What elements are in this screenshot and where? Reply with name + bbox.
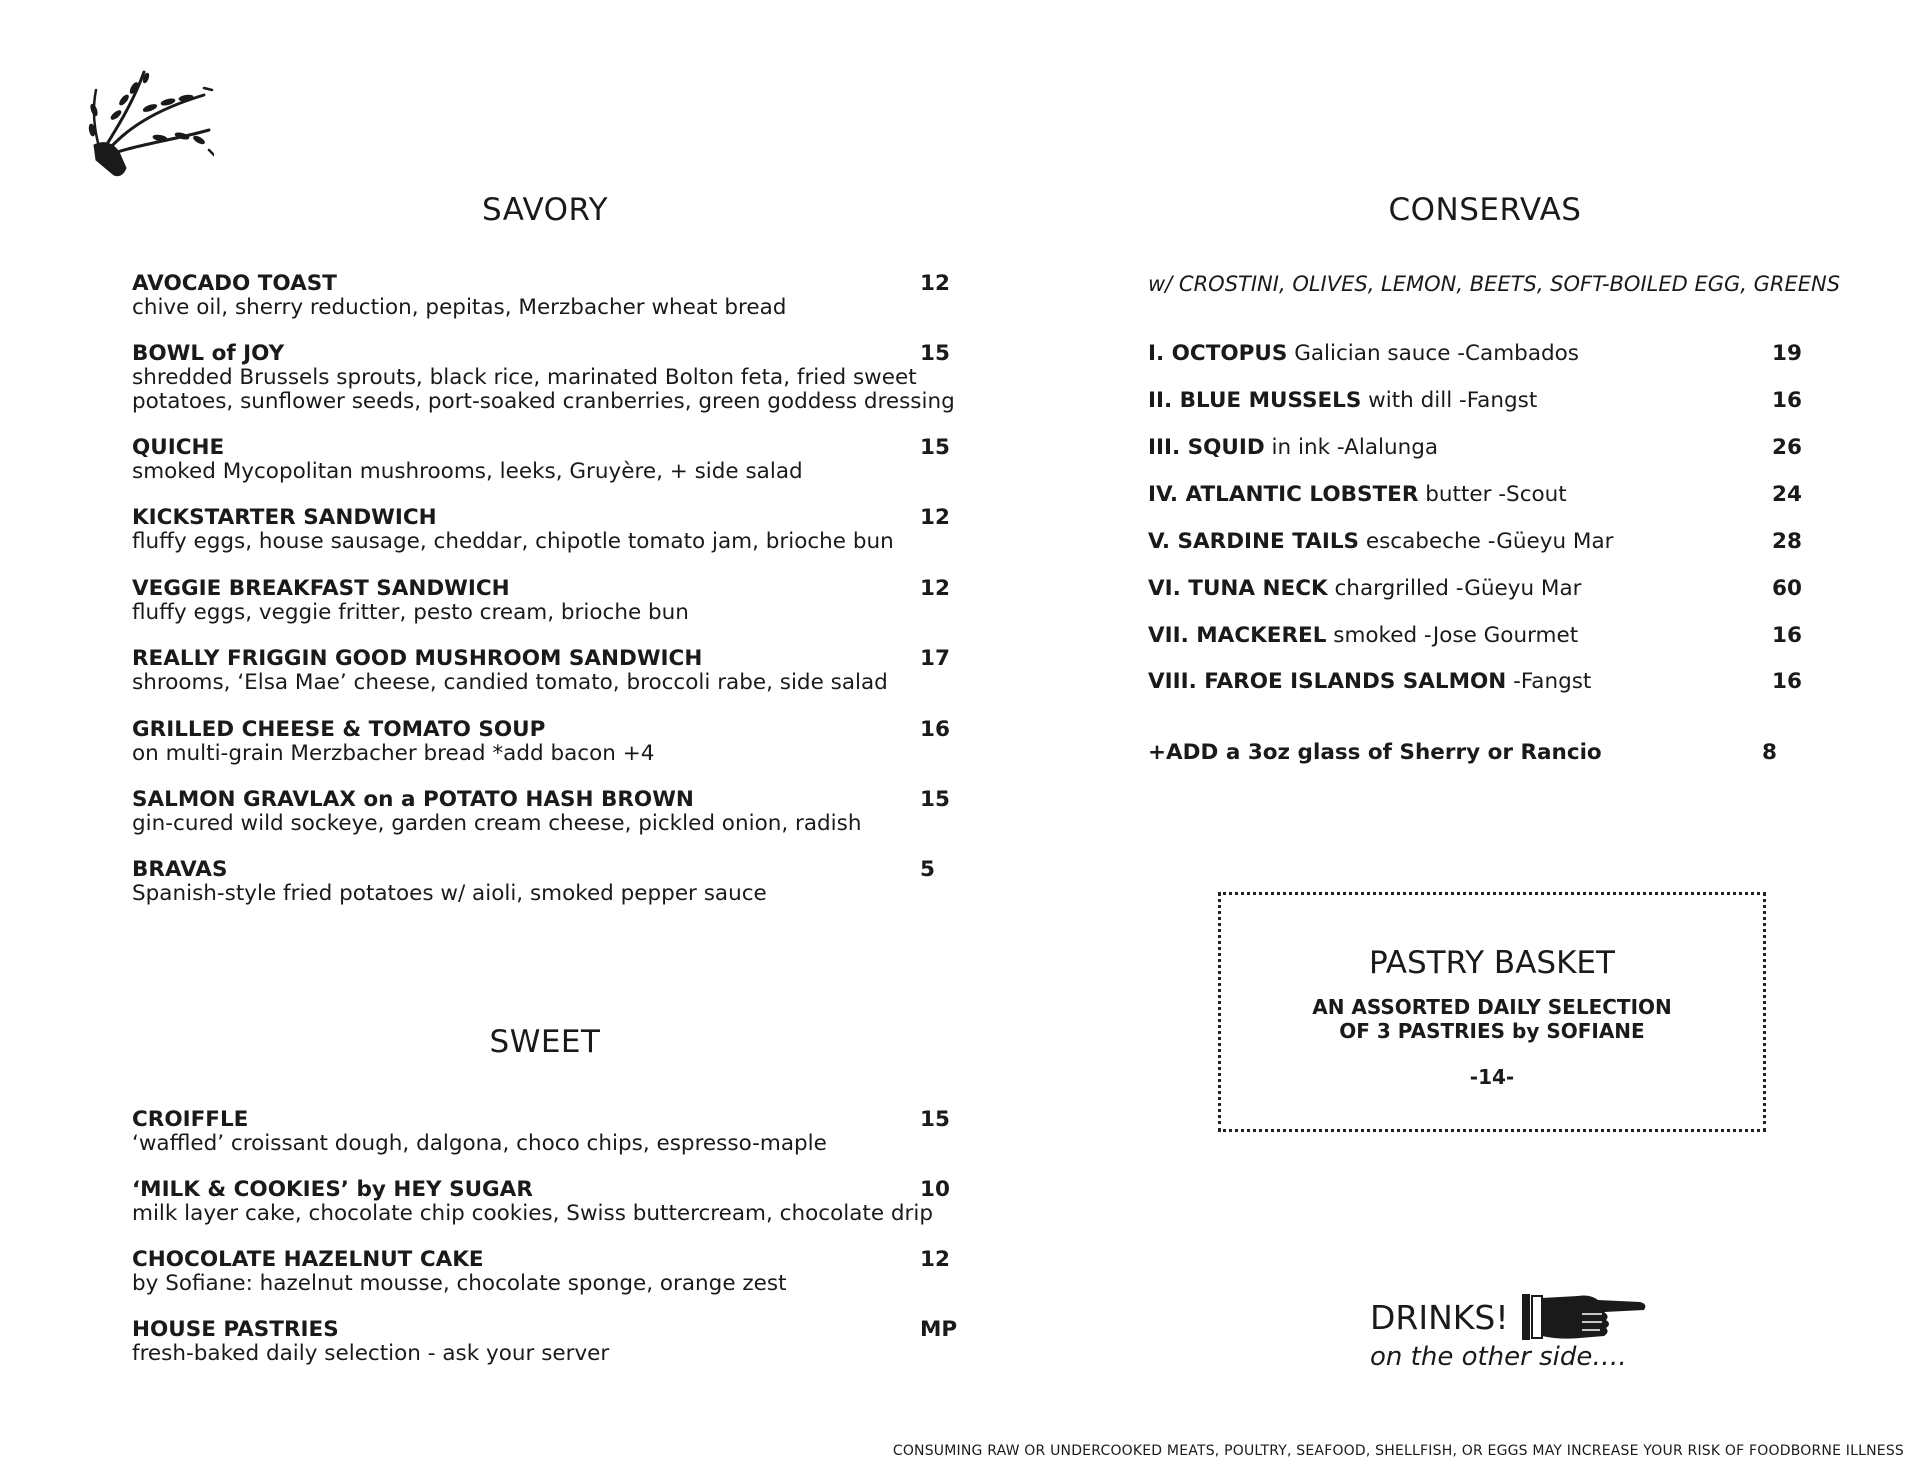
menu-item-name: REALLY FRIGGIN GOOD MUSHROOM SANDWICH <box>132 646 703 671</box>
conserva-detail: chargrilled -Güeyu Mar <box>1327 576 1582 601</box>
menu-item-price: 17 <box>920 646 950 671</box>
conserva-item <box>1148 670 1808 694</box>
menu-item-description: by Sofiane: hazelnut mousse, chocolate sponge, orange zest <box>132 1271 787 1296</box>
menu-item-price: MP <box>920 1317 958 1342</box>
drinks-subtitle: on the other side…. <box>1370 1342 1627 1372</box>
conserva-price: 60 <box>1772 576 1802 601</box>
conserva-item <box>1148 389 1808 413</box>
menu-item-description: fresh-baked daily selection - ask your server <box>132 1341 610 1366</box>
menu-item-name: KICKSTARTER SANDWICH <box>132 505 437 530</box>
menu-item-price: 15 <box>920 341 950 366</box>
pastry-basket-line-1: AN ASSORTED DAILY SELECTION <box>1312 995 1672 1019</box>
menu-item-description: fluffy eggs, house sausage, cheddar, chipotle tomato jam, brioche bun <box>132 529 894 554</box>
menu-item-name: AVOCADO TOAST <box>132 271 337 296</box>
menu-item-description: fluffy eggs, veggie fritter, pesto cream, brioche bun <box>132 600 689 625</box>
menu-item-name: HOUSE PASTRIES <box>132 1317 339 1342</box>
conserva-price: 24 <box>1772 482 1802 507</box>
menu-item <box>132 858 1012 906</box>
conserva-detail: butter -Scout <box>1418 482 1567 507</box>
conservas-title: CONSERVAS <box>1388 192 1582 228</box>
conserva-detail: smoked -Jose Gourmet <box>1326 623 1579 648</box>
conserva-price: 16 <box>1772 623 1802 648</box>
conserva-item <box>1148 483 1808 507</box>
menu-item-price: 5 <box>920 857 935 882</box>
pointing-hand-icon <box>1520 1290 1648 1344</box>
menu-item-description: shrooms, ‘Elsa Mae’ cheese, candied tomato, broccoli rabe, side salad <box>132 670 888 695</box>
menu-item-description: on multi-grain Merzbacher bread *add bacon +4 <box>132 741 655 766</box>
conserva-name: V. SARDINE TAILS <box>1148 529 1360 554</box>
menu-item <box>132 788 1012 836</box>
conserva-price: 26 <box>1772 435 1802 460</box>
conserva-price: 28 <box>1772 529 1802 554</box>
conserva-item <box>1148 342 1808 366</box>
menu-item <box>132 1108 1012 1156</box>
conserva-name: I. OCTOPUS <box>1148 341 1288 366</box>
menu-item <box>132 436 1012 484</box>
menu-item-price: 12 <box>920 505 950 530</box>
drinks-title: DRINKS! <box>1370 1297 1509 1337</box>
pastry-basket-price: -14- <box>1469 1065 1515 1089</box>
menu-item <box>132 506 1012 554</box>
foodborne-illness-disclaimer: CONSUMING RAW OR UNDERCOOKED MEATS, POULTRY, SEAFOOD, SHELLFISH, OR EGGS MAY INCREASE YOUR RISK OF FOODBORNE ILLNESS <box>892 1443 1904 1459</box>
menu-item-name: VEGGIE BREAKFAST SANDWICH <box>132 576 510 601</box>
menu-item-price: 12 <box>920 576 950 601</box>
conserva-detail: Galician sauce -Cambados <box>1287 341 1580 366</box>
conserva-price: 16 <box>1772 388 1802 413</box>
menu-item <box>132 577 1012 625</box>
menu-item-price: 16 <box>920 717 950 742</box>
menu-item-name: QUICHE <box>132 435 225 460</box>
conserva-price: 16 <box>1772 669 1802 694</box>
menu-item-description: chive oil, sherry reduction, pepitas, Merzbacher wheat bread <box>132 295 787 320</box>
addon-name: +ADD a 3oz glass of Sherry or Rancio <box>1148 740 1602 765</box>
menu-item <box>132 1318 1012 1366</box>
menu-item-name: CHOCOLATE HAZELNUT CAKE <box>132 1247 484 1272</box>
conserva-name: VII. MACKEREL <box>1148 623 1327 648</box>
conserva-name: VIII. FAROE ISLANDS SALMON <box>1148 669 1507 694</box>
conserva-item <box>1148 530 1808 554</box>
menu-item-name: BRAVAS <box>132 857 228 882</box>
menu-item <box>132 1248 1012 1296</box>
conservas-subtitle: w/ CROSTINI, OLIVES, LEMON, BEETS, SOFT-BOILED EGG, GREENS <box>1148 272 1841 296</box>
menu-item-price: 15 <box>920 787 950 812</box>
addon-price: 8 <box>1762 740 1777 765</box>
pastry-basket-line-2: OF 3 PASTRIES by SOFIANE <box>1339 1019 1645 1043</box>
menu-item <box>132 272 1012 320</box>
menu-item-price: 15 <box>920 435 950 460</box>
menu-item-name: BOWL of JOY <box>132 341 285 366</box>
conserva-name: VI. TUNA NECK <box>1148 576 1328 601</box>
sweet-title: SWEET <box>489 1024 601 1060</box>
conservas-addon <box>1148 741 1808 765</box>
conserva-name: III. SQUID <box>1148 435 1265 460</box>
conserva-item <box>1148 436 1808 460</box>
menu-item-name: ‘MILK & COOKIES’ by HEY SUGAR <box>132 1177 533 1202</box>
conserva-price: 19 <box>1772 341 1802 366</box>
pastry-basket-box <box>1218 892 1766 1132</box>
menu-item <box>132 647 1012 695</box>
conserva-detail: -Fangst <box>1506 669 1592 694</box>
menu-item-description: ‘waffled’ croissant dough, dalgona, choco chips, espresso-maple <box>132 1131 827 1156</box>
menu-item <box>132 342 1012 414</box>
conserva-detail: escabeche -Güeyu Mar <box>1359 529 1614 554</box>
herb-sprig-logo-icon <box>64 60 214 180</box>
conserva-detail: with dill -Fangst <box>1361 388 1538 413</box>
conserva-item <box>1148 624 1808 648</box>
conserva-detail: in ink -Alalunga <box>1264 435 1439 460</box>
conserva-name: II. BLUE MUSSELS <box>1148 388 1362 413</box>
menu-item-description: Spanish-style fried potatoes w/ aioli, smoked pepper sauce <box>132 881 767 906</box>
savory-title: SAVORY <box>481 192 609 228</box>
pastry-basket-title: PASTRY BASKET <box>1369 945 1615 981</box>
menu-item-price: 15 <box>920 1107 950 1132</box>
menu-item-name: GRILLED CHEESE & TOMATO SOUP <box>132 717 546 742</box>
menu-item <box>132 1178 1012 1226</box>
conserva-item <box>1148 577 1808 601</box>
menu-item-price: 10 <box>920 1177 950 1202</box>
menu-item-price: 12 <box>920 1247 950 1272</box>
menu-item <box>132 718 1012 766</box>
menu-item-name: CROIFFLE <box>132 1107 249 1132</box>
menu-item-description: milk layer cake, chocolate chip cookies, Swiss buttercream, chocolate drip <box>132 1201 933 1226</box>
menu-item-name: SALMON GRAVLAX on a POTATO HASH BROWN <box>132 787 694 812</box>
conserva-name: IV. ATLANTIC LOBSTER <box>1148 482 1419 507</box>
drinks-note <box>1370 1290 1648 1372</box>
menu-item-description: gin-cured wild sockeye, garden cream cheese, pickled onion, radish <box>132 811 862 836</box>
menu-item-description: smoked Mycopolitan mushrooms, leeks, Gruyère, + side salad <box>132 459 803 484</box>
menu-item-price: 12 <box>920 271 950 296</box>
menu-item-description: shredded Brussels sprouts, black rice, marinated Bolton feta, fried sweet potatoes, sunflower seeds, port-soaked cranberries, green goddess dressing <box>132 365 955 414</box>
